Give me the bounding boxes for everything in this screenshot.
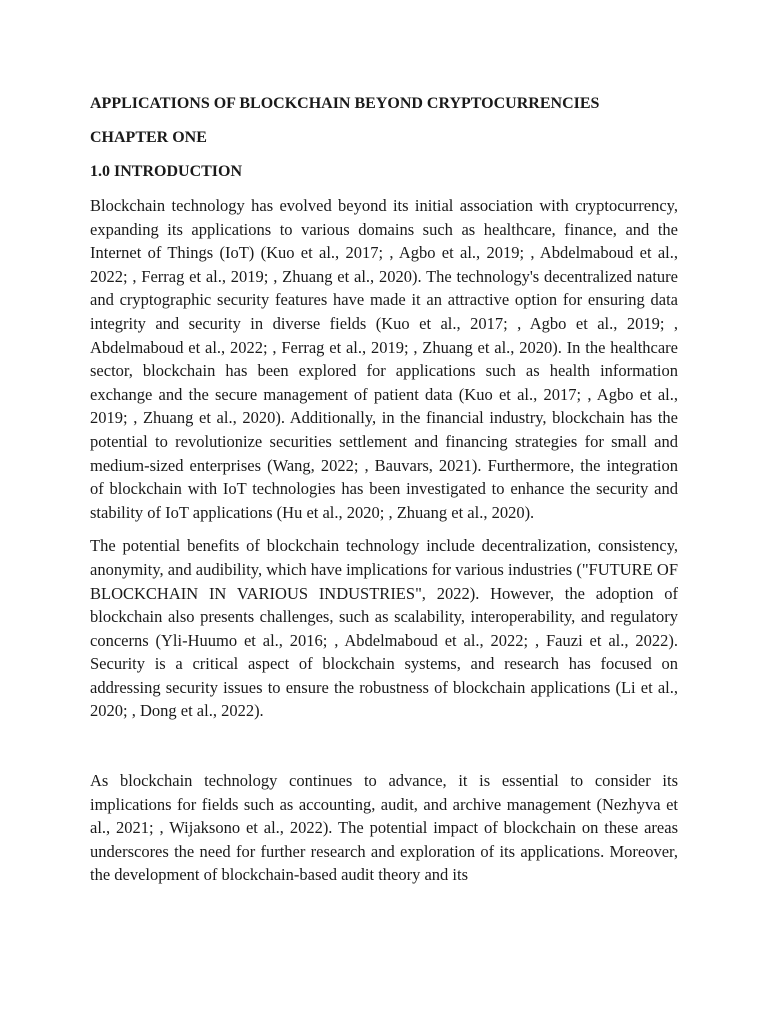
paragraph-2: The potential benefits of blockchain technology include decentralization, consistency, anonymity, and audibility, which have implications for various industries ("FUTURE OF BLOCKCHAIN IN VARIOUS INDUSTRIES", 2022). However, the adoption of blockchain also presents challenges, such as scalability, interoperability, and regulatory concerns (Yli-Huumo et al., 2016; , Abdelmaboud et al., 2022; , Fauzi et al., 2022). Security is a critical aspect of blockchain systems, and research has focused on addressing security issues to ensure the robustness of blockchain applications (Li et al., 2020; , Dong et al., 2022).: [90, 536, 678, 721]
chapter-heading: CHAPTER ONE: [90, 129, 207, 146]
document-title: APPLICATIONS OF BLOCKCHAIN BEYOND CRYPTOCURRENCIES: [90, 95, 600, 112]
section-heading: 1.0 INTRODUCTION: [90, 163, 243, 180]
paragraph-3: As blockchain technology continues to advance, it is essential to consider its implications for fields such as accounting, audit, and archive management (Nezhyva et al., 2021; , Wijaksono et al., 2022). The potential impact of blockchain on these areas underscores the need for further research and exploration of its applications. Moreover, the development of blockchain-based audit theory and its: [90, 771, 678, 885]
paragraph-1: Blockchain technology has evolved beyond its initial association with cryptocurrency, expanding its applications to various domains such as healthcare, finance, and the Internet of Things (IoT) (Kuo et al., 2017; , Agbo et al., 2019; , Abdelmaboud et al., 2022; , Ferrag et al., 2019; , Zhuang et al., 2020). The technology's decentralized nature and cryptographic security features have made it an attractive option for ensuring data integrity and security in diverse fields (Kuo et al., 2017; , Agbo et al., 2019; , Abdelmaboud et al., 2022; , Ferrag et al., 2019; , Zhuang et al., 2020). In the healthcare sector, blockchain has been explored for applications such as health information exchange and the secure management of patient data (Kuo et al., 2017; , Agbo et al., 2019; , Zhuang et al., 2020). Additionally, in the financial industry, blockchain has the potential to revolutionize securities settlement and financing strategies for small and medium-sized enterprises (Wang, 2022; , Bauvars, 2021). Furthermore, the integration of blockchain with IoT technologies has been investigated to enhance the security and stability of IoT applications (Hu et al., 2020; , Zhuang et al., 2020).: [90, 196, 678, 522]
document-page: [90, 92, 678, 897]
